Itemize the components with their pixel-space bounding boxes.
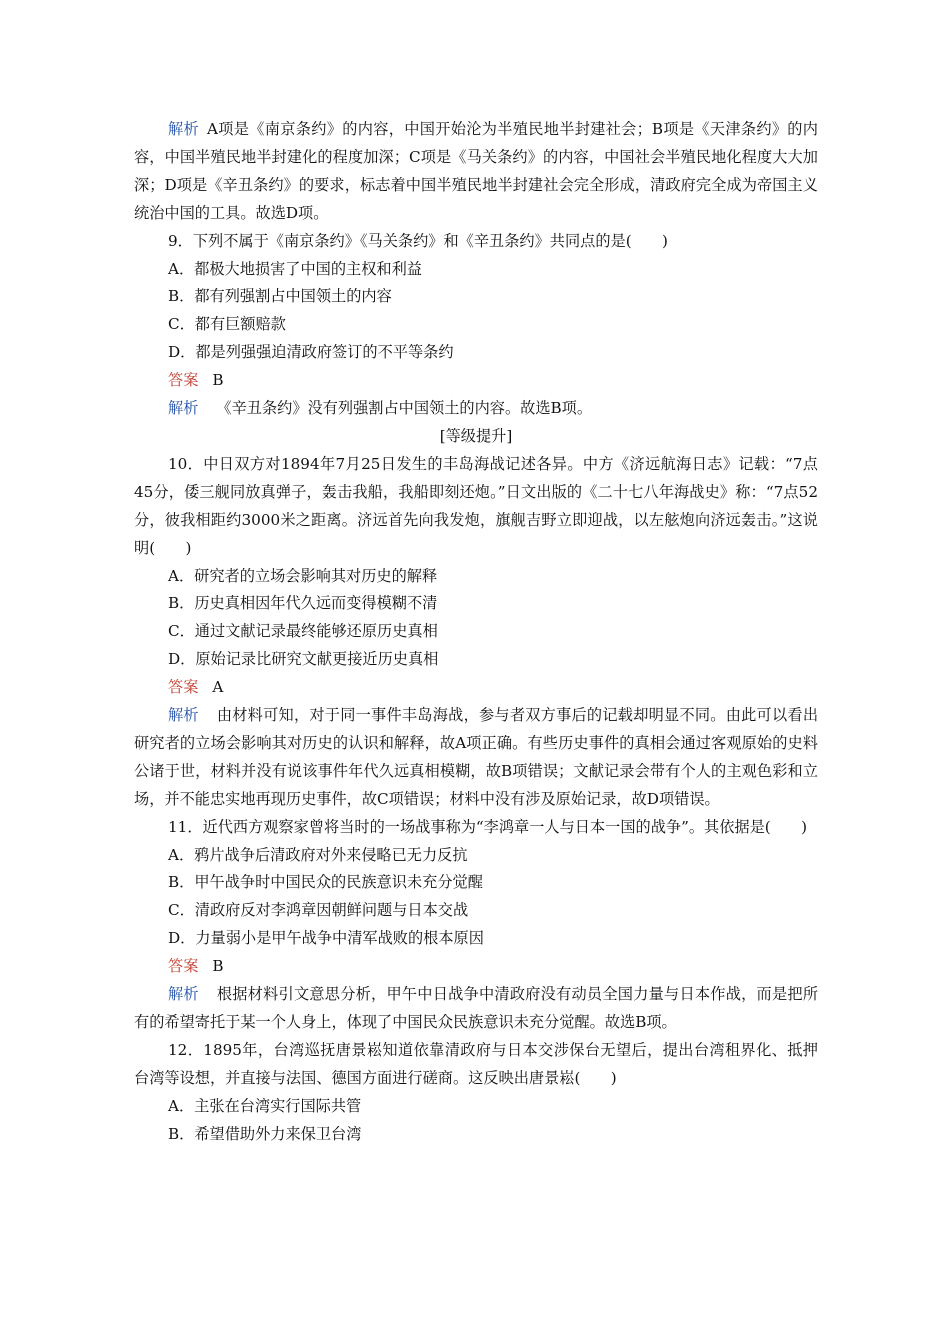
explanation-text: 由材料可知，对于同一事件丰岛海战，参与者双方事后的记载却明显不同。由此可以看出研究者的立场会影响其对历史的认识和解释，故A项正确。有些历史事件的真相会通过客观原始的史料公诸于世，材料并没有说该事件年代久远真相模糊，故B项错误；文献记录会带有个人的主观色彩和立场，并不能忠实地再现历史事件，故C项错误；材料中没有涉及原始记录，故D项错误。	[134, 706, 819, 808]
q11-option-c: C．清政府反对李鸿章因朝鲜问题与日本交战	[168, 901, 469, 920]
q10-option-d: D．原始记录比研究文献更接近历史真相	[168, 650, 439, 669]
q9-option-d: D．都是列强强迫清政府签订的不平等条约	[168, 343, 454, 362]
q12-stem: 12．1895年，台湾巡抚唐景崧知道依靠清政府与日本交涉保台无望后，提出台湾租界化、抵押台湾等设想，并直接与法国、德国方面进行磋商。这反映出唐景崧( )	[134, 1040, 818, 1087]
q9-explanation	[168, 395, 818, 423]
q10-option-b: B．历史真相因年代久远而变得模糊不清	[168, 594, 438, 613]
q9-option-a: A．都极大地损害了中国的主权和利益	[168, 259, 422, 278]
q11-answer	[168, 953, 818, 981]
q11-stem: 11．近代西方观察家曾将当时的一场战事称为“李鸿章一人与日本一国的战争”。其依据是( )	[168, 817, 808, 836]
answer-label: 答案	[168, 371, 199, 390]
answer-label: 答案	[168, 957, 199, 976]
explanation-label: 解析	[168, 985, 199, 1004]
explanation-text: A项是《南京条约》的内容，中国开始沦为半殖民地半封建社会；B项是《天津条约》的内容，中国半殖民地半封建化的程度加深；C项是《马关条约》的内容，中国社会半殖民地化程度大大加深；D项是《辛丑条约》的要求，标志着中国半殖民地半封建社会完全形成，清政府完全成为帝国主义统治中国的工具。故选D项。	[134, 120, 818, 222]
q12-option-b: B．希望借助外力来保卫台湾	[168, 1124, 362, 1143]
section-heading: [等级提升]	[439, 426, 513, 445]
q8-explanation	[134, 116, 818, 228]
q10-answer	[168, 674, 818, 702]
explanation-text: 《辛丑条约》没有列强割占中国领土的内容。故选B项。	[216, 399, 593, 418]
q10-stem: 10．中日双方对1894年7月25日发生的丰岛海战记述各异。中方《济远航海日志》记载：“7点45分，倭三舰同放真弹子，轰击我船，我船即刻还炮。”日文出版的《二十七八年海战史》称：“7点52分，彼我相距约3000米之距离。济远首先向我发炮，旗舰吉野立即迎战，以左舷炮向济远轰击。”这说明( )	[134, 454, 818, 557]
q11-explanation	[134, 981, 818, 1037]
explanation-label: 解析	[168, 120, 199, 138]
answer-value: B	[212, 957, 224, 976]
document-page	[134, 116, 819, 1149]
q10-option-a: A．研究者的立场会影响其对历史的解释	[168, 566, 438, 585]
explanation-text: 根据材料引文意思分析，甲午中日战争中清政府没有动员全国力量与日本作战，而是把所有的希望寄托于某一个人身上，体现了中国民众民族意识未充分觉醒。故选B项。	[134, 985, 819, 1031]
answer-label: 答案	[168, 678, 199, 697]
explanation-label: 解析	[168, 399, 199, 418]
q12-option-a: A．主张在台湾实行国际共管	[168, 1096, 362, 1115]
q9-option-b: B．都有列强割占中国领土的内容	[168, 287, 392, 306]
q11-option-a: A．鸦片战争后清政府对外来侵略已无力反抗	[168, 845, 468, 864]
q11-option-b: B．甲午战争时中国民众的民族意识未充分觉醒	[168, 873, 483, 892]
q11-option-d: D．力量弱小是甲午战争中清军战败的根本原因	[168, 929, 484, 948]
answer-value: A	[212, 678, 224, 697]
q10-option-c: C．通过文献记录最终能够还原历史真相	[168, 622, 438, 641]
q9-answer	[168, 367, 818, 395]
q10-explanation	[134, 702, 818, 814]
q9-option-c: C．都有巨额赔款	[168, 315, 286, 334]
q9-stem: 9．下列不属于《南京条约》《马关条约》和《辛丑条约》共同点的是( )	[168, 231, 668, 250]
explanation-label: 解析	[168, 706, 199, 725]
answer-value: B	[212, 371, 224, 390]
